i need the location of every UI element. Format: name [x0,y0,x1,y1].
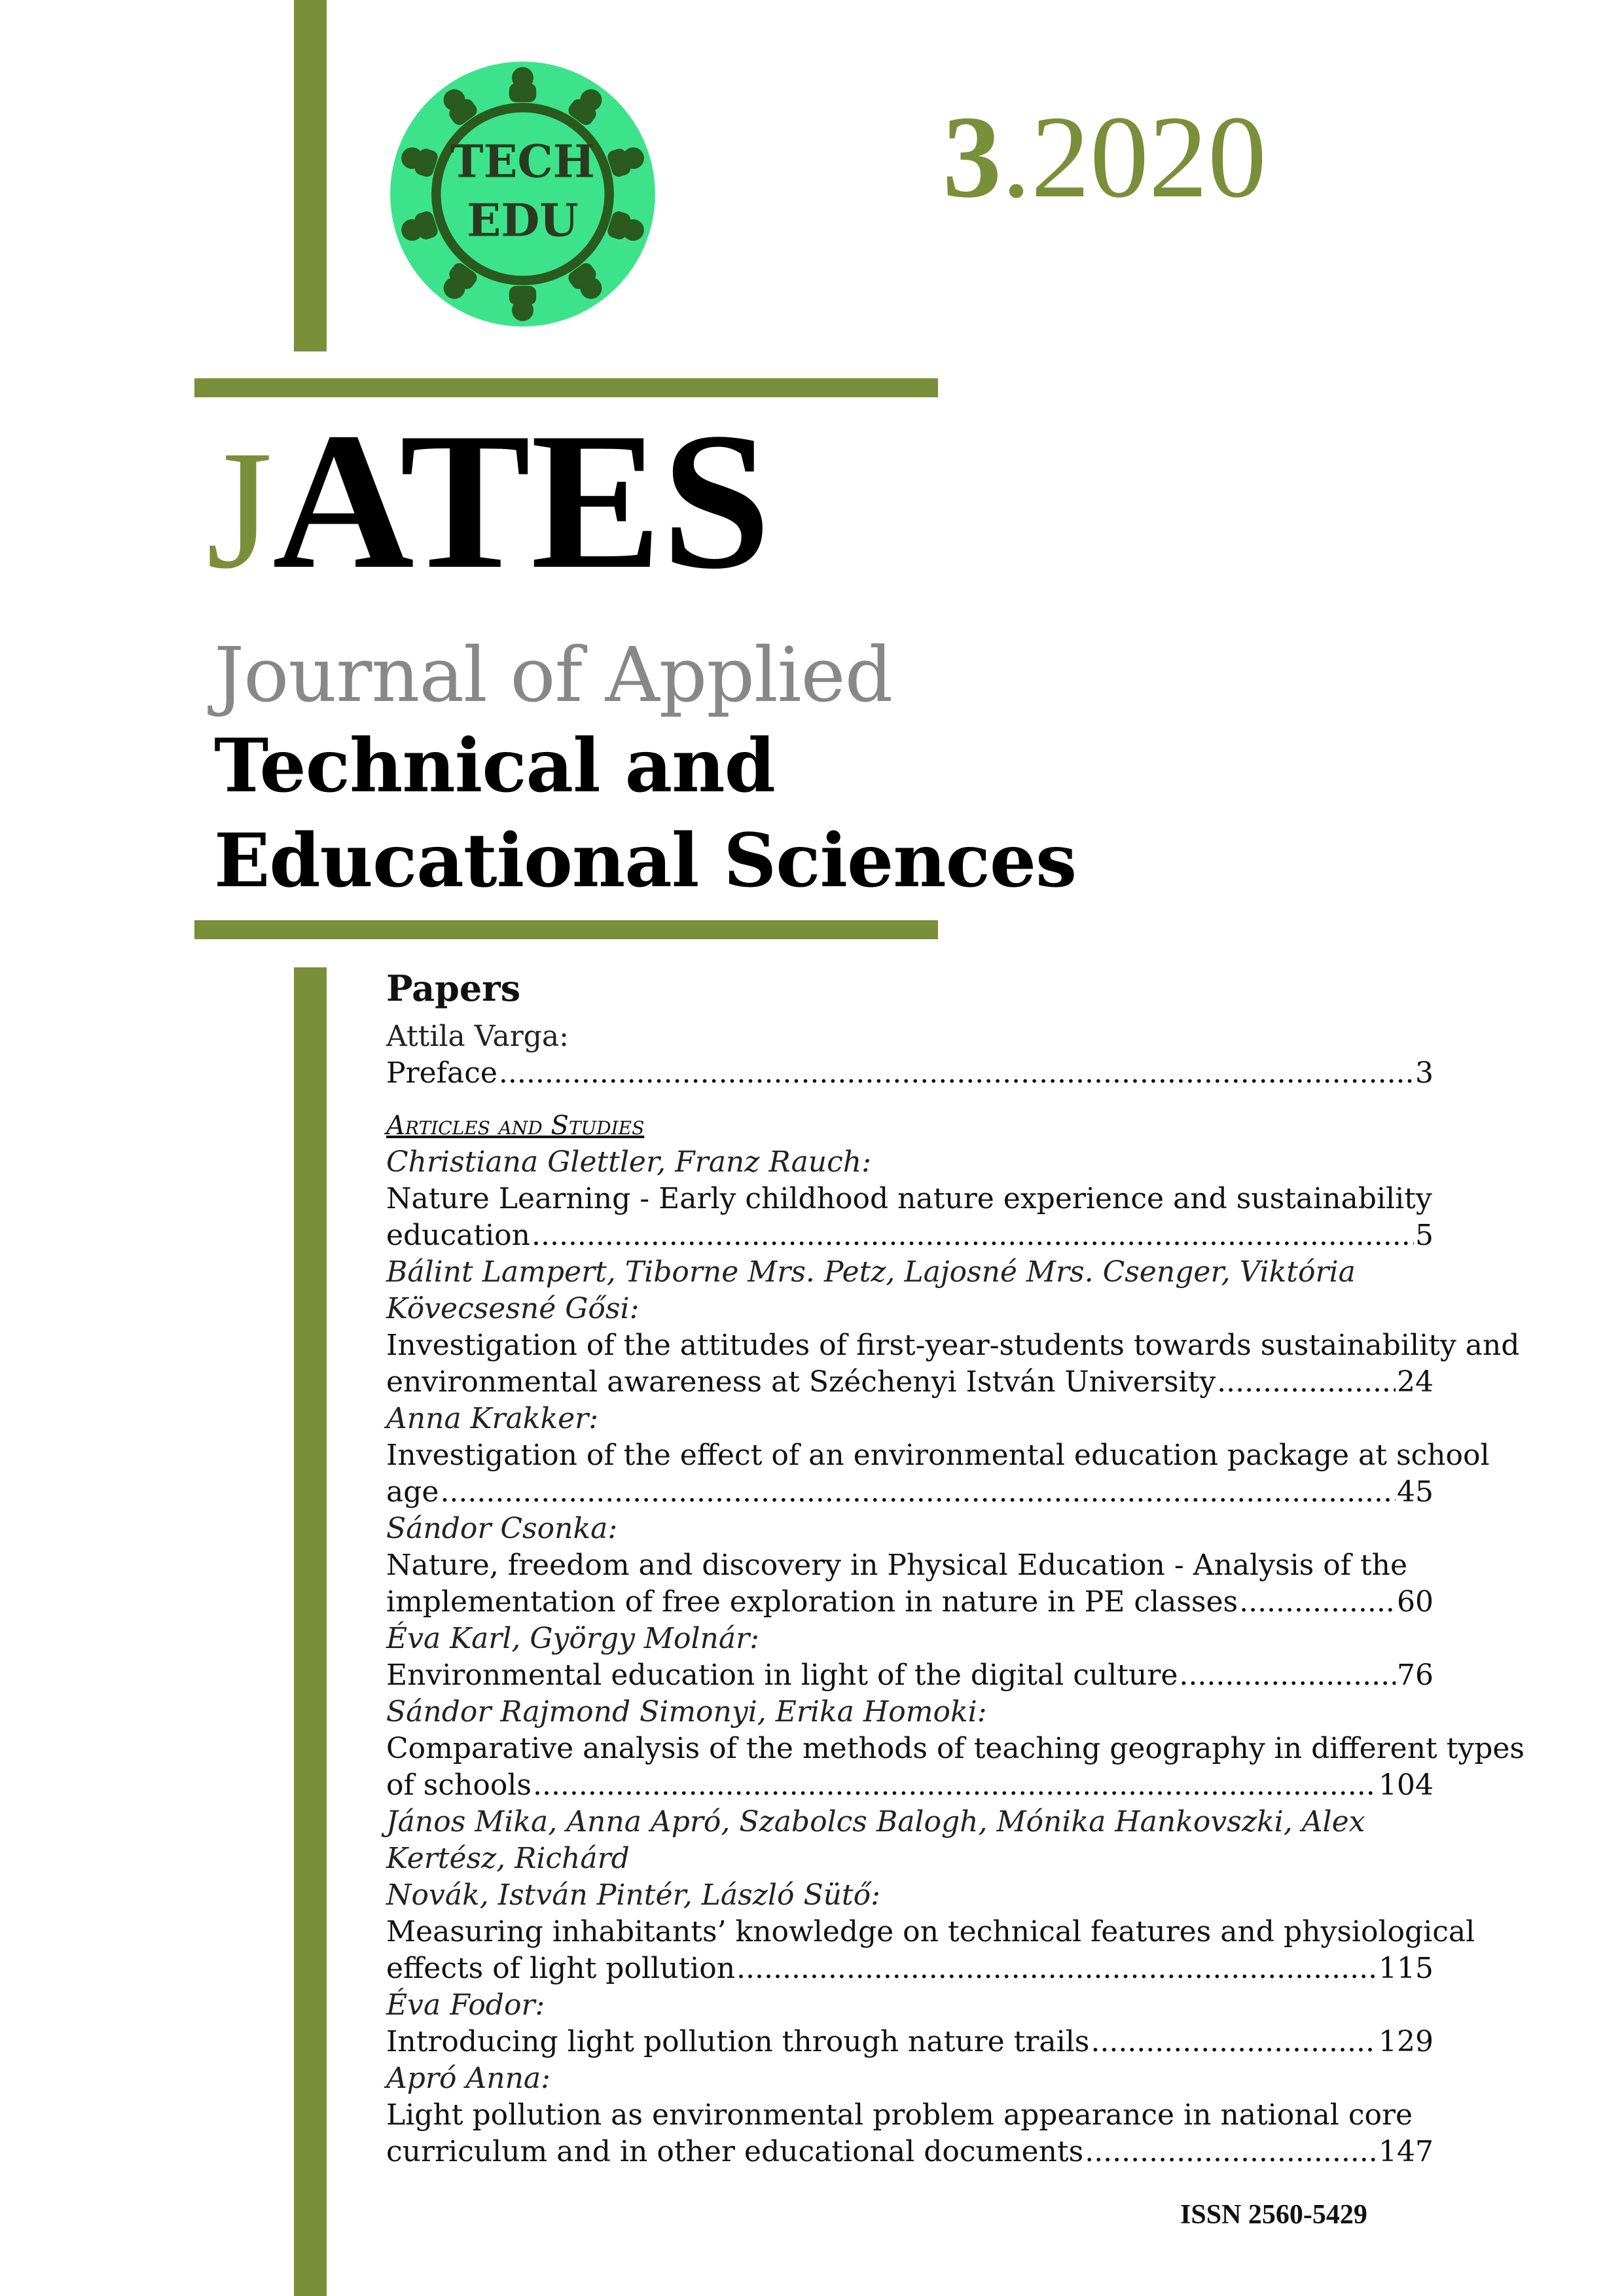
toc-entry [386,1694,1525,1804]
entry-title: Introducing light pollution through nature trails [386,2025,1090,2058]
entry-authors: Apró Anna: [386,2062,550,2095]
toc-entry [386,2060,1434,2170]
issue-number [943,92,1267,222]
journal-title-line3: Educational Sciences [214,818,1077,904]
leader-dots [736,1950,1377,1987]
entry-authors: Bálint Lampert, Tiborne Mrs. Petz, Lajosné Mrs. Csenger, Viktória Kövecsesné Gősi: [386,1255,1356,1325]
leader-dots [440,1474,1396,1511]
logo-figure-body [509,83,536,102]
leader-dots [532,1217,1414,1254]
green-vertical-bar-top [294,0,327,351]
entry-authors: Sándor Csonka: [386,1512,618,1545]
journal-title-line1: Journal of Applied [214,632,893,719]
toc-entry-preface [386,1018,1434,1092]
leader-dots [1239,1584,1396,1621]
entry-authors: Attila Varga: [386,1020,569,1053]
section-heading: Articles and Studies [386,1111,645,1141]
entry-title-line: Nature, freedom and discovery in Physical Education - Analysis of the [386,1549,1408,1582]
logo-figure-body [509,286,536,305]
leader-dots [533,1767,1377,1804]
entry-title: environmental awareness at Széchenyi István University [386,1365,1216,1399]
entry-authors: Sándor Rajmond Simonyi, Erika Homoki: [386,1695,987,1729]
entry-title-row [386,1657,1434,1694]
entry-page: 76 [1397,1659,1434,1692]
entry-page: 129 [1379,2025,1434,2058]
entry-page: 45 [1397,1475,1434,1509]
journal-acronym [206,392,771,609]
entry-page: 3 [1415,1056,1434,1090]
toc-entry [386,1804,1475,1987]
entry-page: 60 [1397,1585,1434,1619]
entry-title-row [386,1055,1434,1092]
entry-title: effects of light pollution [386,1952,736,1985]
leader-dots [1179,1657,1396,1694]
entry-authors: János Mika, Anna Apró, Szabolcs Balogh, Mónika Hankovszki, Alex Kertész, Richárd [386,1805,1365,1875]
entry-title-row [386,2024,1434,2060]
entry-title-line: Comparative analysis of the methods of teaching geography in different types [386,1732,1525,1765]
entry-title: implementation of free exploration in nature in PE classes [386,1585,1238,1619]
leader-dots [499,1055,1414,1092]
toc-entry [386,1511,1434,1621]
toc-entry [386,1401,1490,1511]
toc-entry [386,1621,1434,1694]
entry-page: 115 [1379,1952,1434,1985]
entry-title-row [386,1474,1434,1511]
entry-title-row [386,1364,1434,1401]
logo-text-line2: EDU [467,194,579,247]
entry-title: education [386,1219,530,1252]
toc-entry [386,1254,1520,1401]
issue-year: .2020 [1001,92,1267,222]
green-horizontal-bar-lower [194,920,938,939]
toc-entry [386,1987,1434,2060]
logo-text-line1: TECH [450,135,596,188]
toc-heading: Papers [386,967,521,1009]
entry-page: 5 [1415,1219,1434,1252]
entry-authors-cont: Novák, István Pintér, László Sütő: [386,1878,880,1912]
entry-title-row [386,1217,1434,1254]
issn: ISSN 2560-5429 [1180,2200,1367,2230]
entry-title-row [386,1767,1434,1804]
entry-title-row [386,1584,1434,1621]
entry-title-line: Measuring inhabitants’ knowledge on technical features and physiological [386,1915,1475,1948]
entry-page: 147 [1379,2135,1434,2168]
acronym-first-letter: J [206,416,273,604]
tech-edu-logo [388,59,658,329]
acronym-rest: ATES [272,392,771,609]
issue-number-bold: 3 [943,92,1001,222]
green-vertical-bar-bottom [294,967,327,2296]
journal-title-line2: Technical and [214,723,775,809]
table-of-contents [386,967,1525,2170]
leader-dots [1085,2134,1377,2170]
entry-title-line: Investigation of the effect of an environmental education package at school [386,1439,1490,1472]
entry-authors: Christiana Glettler, Franz Rauch: [386,1145,871,1179]
leader-dots [1091,2024,1377,2060]
leader-dots [1217,1364,1396,1401]
entry-title: curriculum and in other educational documents [386,2135,1084,2168]
toc-entries [386,1144,1525,2170]
entry-title: age [386,1475,439,1509]
entry-title-line: Investigation of the attitudes of first-year-students towards sustainability and [386,1329,1520,1362]
toc-entry [386,1144,1434,1254]
entry-page: 104 [1379,1768,1434,1802]
entry-authors: Éva Fodor: [386,1988,545,2022]
entry-title: Environmental education in light of the digital culture [386,1659,1178,1692]
entry-title-line: Light pollution as environmental problem appearance in national core [386,2098,1413,2132]
entry-title: Preface [386,1056,497,1090]
entry-title: of schools [386,1768,532,1802]
entry-title-row [386,2134,1434,2170]
entry-title-line: Nature Learning - Early childhood nature experience and sustainability [386,1182,1432,1215]
entry-title-row [386,1950,1434,1987]
entry-authors: Anna Krakker: [386,1402,599,1435]
entry-page: 24 [1397,1365,1434,1399]
entry-authors: Éva Karl, György Molnár: [386,1622,759,1655]
